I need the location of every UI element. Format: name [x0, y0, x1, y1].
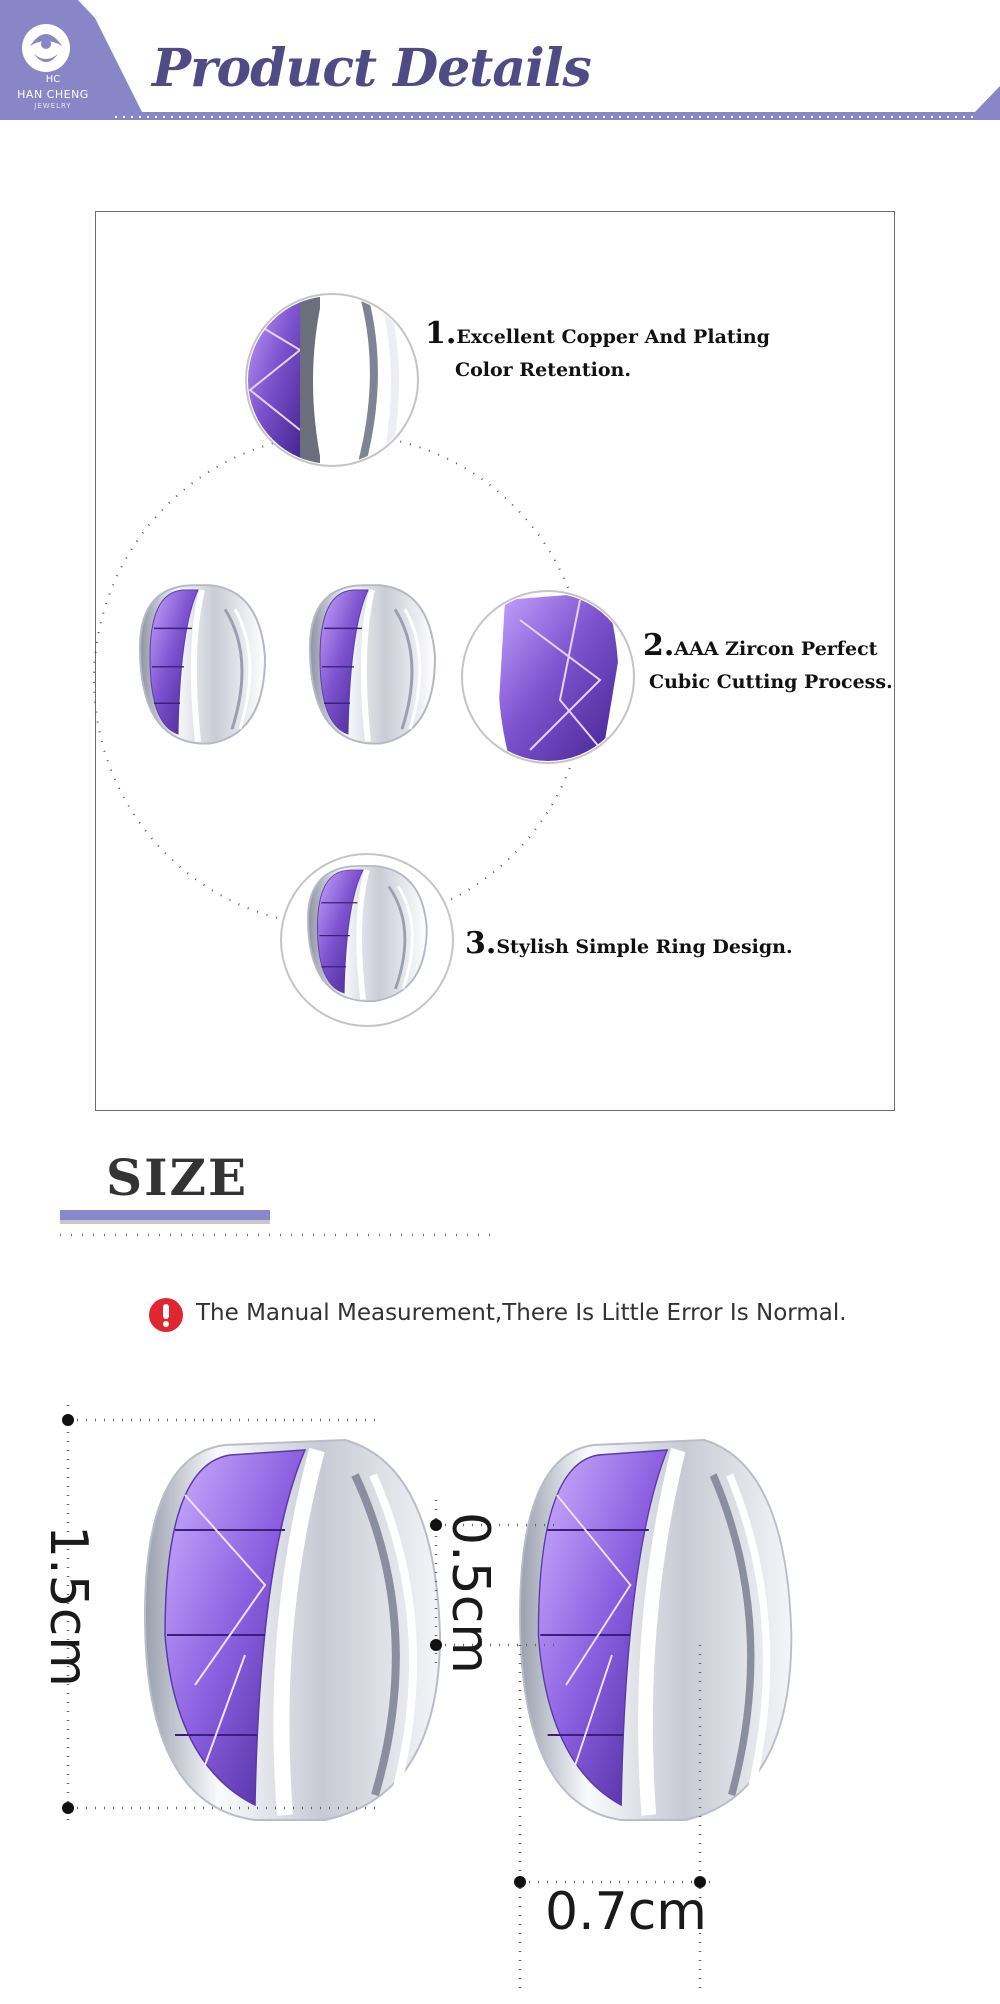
earring-image-2 [310, 585, 435, 743]
size-underline-shadow [60, 1220, 270, 1224]
zoom-circle-3 [281, 854, 453, 1026]
earring-large-2 [520, 1440, 791, 1820]
zoom-circle-2 [462, 590, 634, 770]
earring-image-1 [140, 585, 265, 743]
size-underline [60, 1210, 270, 1220]
feature-item-1: 1.Excellent Copper And Plating Color Retention. [425, 316, 770, 381]
logo-brand: HAN CHENG [17, 88, 89, 101]
logo-subtitle: JEWELRY [34, 102, 72, 110]
size-divider [60, 1232, 500, 1238]
height-measurement: 1.5cm [38, 1525, 98, 1687]
logo-monogram: HC [45, 74, 61, 85]
feature-item-2: 2.AAA Zircon Perfect Cubic Cutting Process. [643, 628, 893, 693]
size-title: SIZE [106, 1148, 249, 1207]
zoom-circle-1 [246, 290, 418, 470]
feature-item-3: 3.Stylish Simple Ring Design. [465, 926, 793, 961]
earring-large-1 [145, 1440, 440, 1820]
size-illustration [0, 1380, 1000, 1990]
exclamation-icon [148, 1297, 184, 1333]
page-title: Product Details [152, 38, 591, 99]
band-measurement: 0.5cm [440, 1512, 500, 1674]
measurement-notice: The Manual Measurement,There Is Little Error Is Normal. [196, 1300, 847, 1326]
width-measurement: 0.7cm [545, 1882, 707, 1942]
